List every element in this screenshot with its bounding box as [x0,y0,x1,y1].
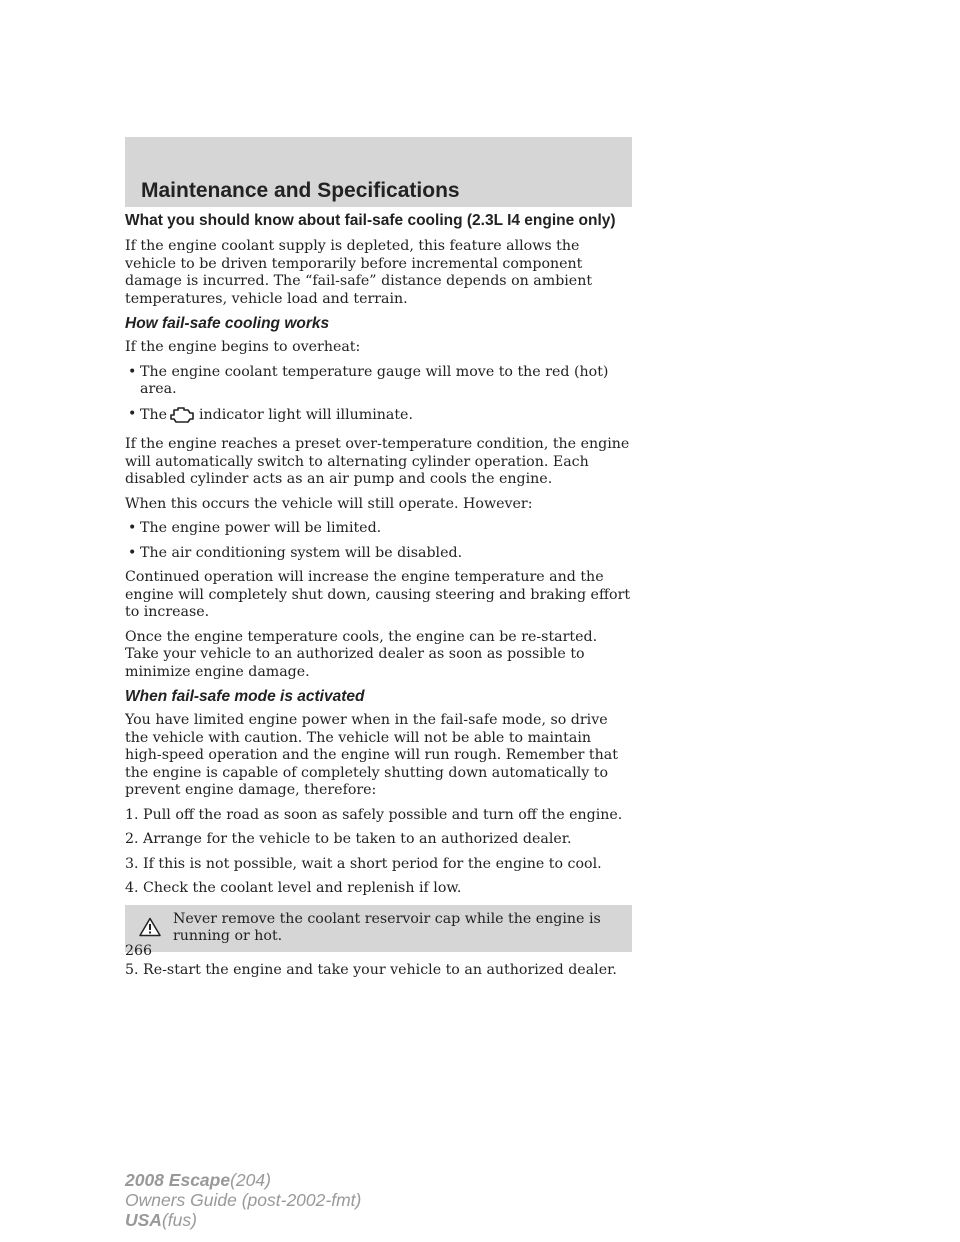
warning-icon [139,917,161,941]
section-title: Maintenance and Specifications [141,179,460,202]
warning-text: Never remove the coolant reservoir cap while the engine is running or hot. [173,910,601,944]
heading-how-it-works: How fail-safe cooling works [125,315,330,332]
page-number: 266 [125,943,153,959]
list-item: 1. Pull off the road as soon as safely possible and turn off the engine. [125,806,623,823]
footer-line: USA(fus) [125,1210,197,1230]
list-item: 4. Check the coolant level and replenish if low. [125,880,462,896]
overheat-lead: If the engine begins to overheat: [125,339,361,355]
operation-bullets [125,520,632,562]
paragraph: You have limited engine power when in the fail-safe mode, so drive the vehicle with caution. The vehicle will not be able to maintain high-speed operation and the engine will run rough. Remember that the engine is capable of completely shutting down automatically to prevent engine damage, therefore: [125,712,618,798]
list-item [125,406,632,430]
paragraph: Continued operation will increase the engine temperature and the engine will completely shut down, causing steering and braking effort to increase. [125,569,631,620]
final-step: 5. Re-start the engine and take your vehicle to an authorized dealer. [125,961,617,978]
list-item: 2. Arrange for the vehicle to be taken to an authorized dealer. [125,831,572,847]
heading-fail-safe-cooling: What you should know about fail-safe cooling (2.3L I4 engine only) [125,212,616,229]
list-item: • The engine power will be limited. [125,520,632,538]
footer-line: Owners Guide (post-2002-fmt) [125,1190,362,1210]
steps-list [125,807,632,898]
paragraph: If the engine reaches a preset over-temperature condition, the engine will automatically switch to alternating cylinder operation. Each disabled cylinder acts as an air pump and cools the engine. [125,436,630,487]
section-header-band [125,137,632,207]
footer-line: 2008 Escape(204) [125,1170,271,1190]
list-item: • The air conditioning system will be disabled. [125,545,632,563]
list-item: 3. If this is not possible, wait a short period for the engine to cool. [125,855,602,872]
document-footer [125,1170,361,1230]
list-item: • The engine coolant temperature gauge will move to the red (hot) area. [125,364,632,399]
paragraph: When this occurs the vehicle will still operate. However: [125,495,533,512]
check-engine-icon [169,406,195,430]
overheat-bullets [125,364,632,430]
bullet-prefix: The [140,406,167,423]
heading-fail-safe-activated: When fail-safe mode is activated [125,688,365,705]
warning-box [125,905,632,952]
paragraph: Once the engine temperature cools, the engine can be re-started. Take your vehicle to an authorized dealer as soon as possible to minimize engine damage. [125,628,598,680]
page-content [125,212,632,986]
intro-paragraph: If the engine coolant supply is depleted, this feature allows the vehicle to be driven temporarily before incremental component damage is incurred. The “fail-safe” distance depends on ambient temperatures, vehicle load and terrain. [125,238,593,307]
bullet-text: indicator light will illuminate. [199,406,413,423]
